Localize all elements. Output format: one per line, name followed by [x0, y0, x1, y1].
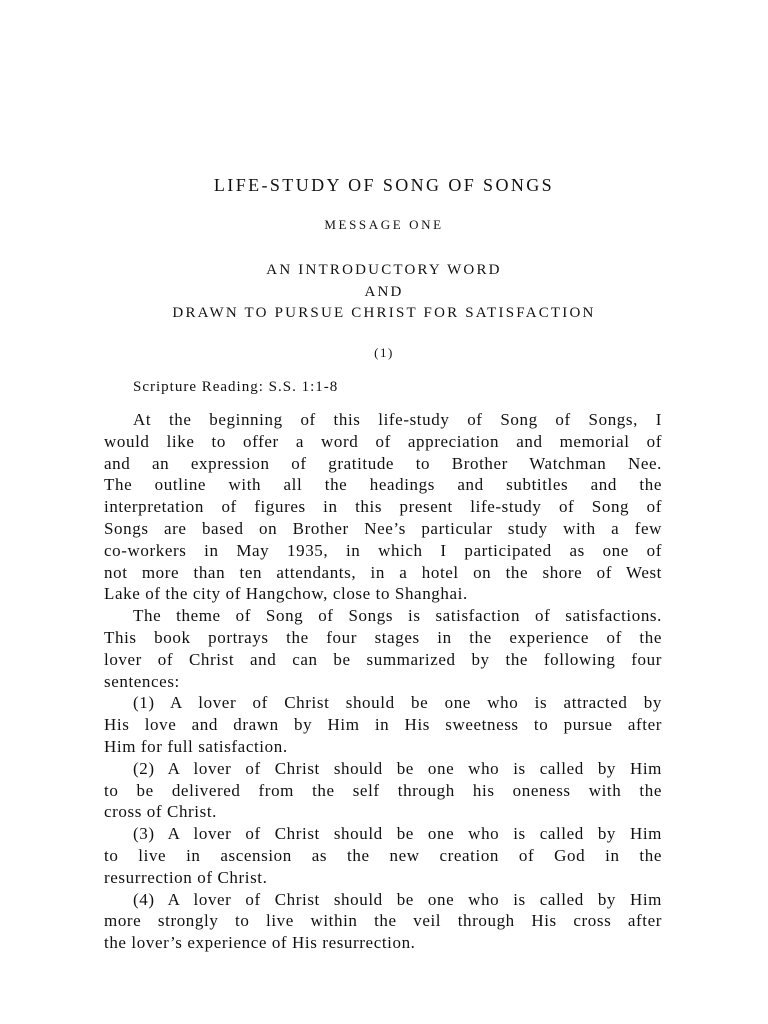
body-line: to be delivered from the self through his oneness with the [104, 780, 662, 800]
body-line: and an expression of gratitude to Brother Watchman Nee. [104, 453, 662, 473]
body-line: At the beginning of this life-study of Song of Songs, I [133, 410, 662, 429]
body-line: Lake of the city of Hangchow, close to Shanghai. [104, 584, 468, 604]
message-heading-line-1: AN INTRODUCTORY WORD [266, 262, 502, 278]
body-line: the lover’s experience of His resurrection. [104, 933, 416, 953]
body-line: Him for full satisfaction. [104, 736, 288, 756]
scripture-reading: Scripture Reading: S.S. 1:1-8 [133, 379, 339, 395]
message-heading-line-3: DRAWN TO PURSUE CHRIST FOR SATISFACTION [172, 305, 596, 321]
body-line: interpretation of figures in this present life-study of Song of [104, 497, 662, 517]
body-line: (1) A lover of Christ should be one who is attracted by [133, 693, 662, 713]
body-line: The theme of Song of Songs is satisfaction of satisfactions. [133, 606, 662, 626]
book-title: LIFE-STUDY OF SONG OF SONGS [213, 175, 555, 195]
body-line: (2) A lover of Christ should be one who is called by Him [133, 758, 662, 778]
body-line: cross of Christ. [104, 802, 218, 822]
body-line: This book portrays the four stages in the experience of the [104, 627, 662, 647]
body-line: lover of Christ and can be summarized by the following four [104, 649, 662, 669]
body-text [104, 409, 662, 954]
body-line: not more than ten attendants, in a hotel on the shore of West [104, 562, 662, 582]
body-line: Songs are based on Brother Nee’s particular study with a few [104, 518, 662, 538]
body-line: His love and drawn by Him in His sweetness to pursue after [104, 715, 662, 735]
body-line: more strongly to live within the veil through His cross after [104, 911, 662, 931]
body-line: to live in ascension as the new creation of God in the [104, 845, 662, 865]
body-line: (4) A lover of Christ should be one who is called by Him [133, 889, 662, 909]
body-line: co-workers in May 1935, in which I participated as one of [104, 540, 662, 560]
body-line: The outline with all the headings and subtitles and the [104, 475, 662, 495]
body-line: resurrection of Christ. [104, 867, 268, 887]
part-number: (1) [374, 345, 394, 360]
body-line: sentences: [104, 671, 180, 691]
body-line: (3) A lover of Christ should be one who is called by Him [133, 824, 662, 844]
body-line: would like to offer a word of appreciation and memorial of [104, 431, 662, 451]
message-label: MESSAGE ONE [324, 217, 444, 232]
message-heading-line-2: AND [364, 284, 404, 300]
